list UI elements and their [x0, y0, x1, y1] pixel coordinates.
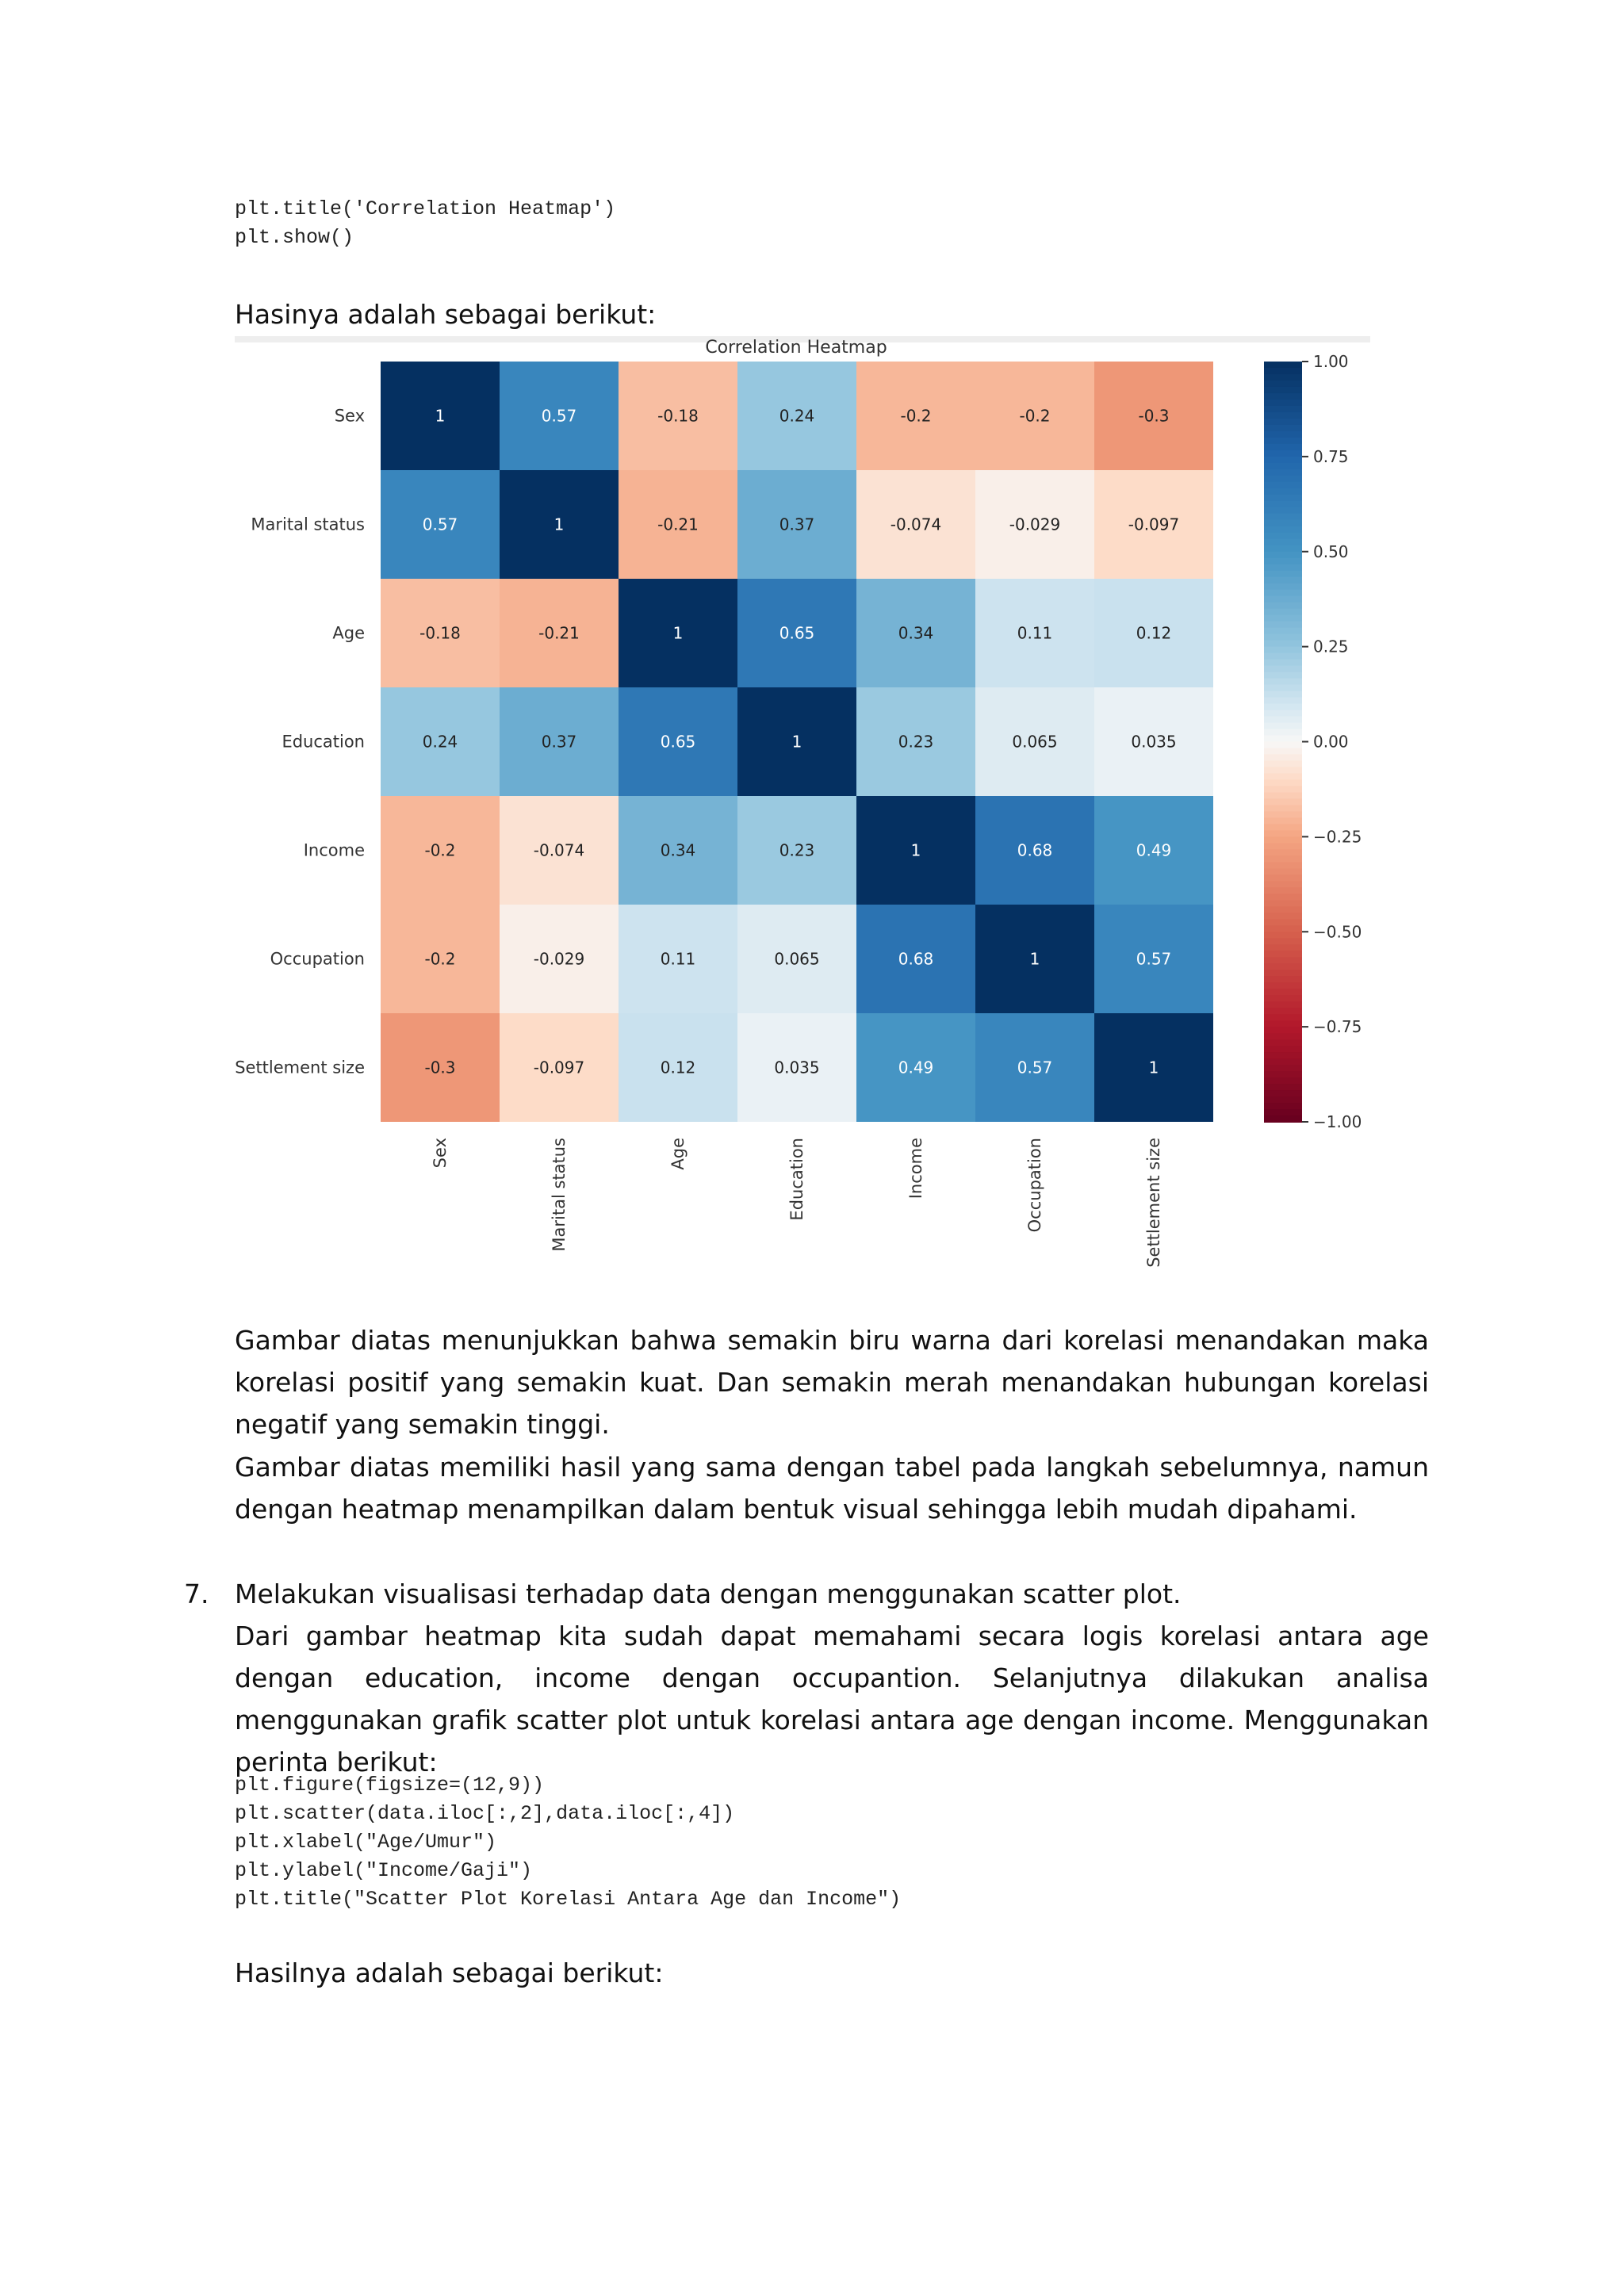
y-tick-label: Age	[332, 623, 365, 643]
heatmap-cell-label: 0.49	[1136, 840, 1172, 860]
colorbar-tick-label: 0.25	[1313, 637, 1349, 656]
colorbar-segment	[1264, 868, 1302, 875]
colorbar-segment	[1264, 374, 1302, 381]
code-line: plt.figure(figsize=(12,9))	[235, 1774, 545, 1797]
colorbar-segment	[1264, 989, 1302, 996]
colorbar-tick-label: 0.00	[1313, 732, 1349, 752]
colorbar-segment	[1264, 672, 1302, 679]
heatmap-cell-label: -0.21	[538, 623, 580, 643]
heatmap-cell-label: 1	[1148, 1058, 1159, 1077]
colorbar-segment	[1264, 1077, 1302, 1085]
colorbar-segment	[1264, 1109, 1302, 1116]
colorbar-segment	[1264, 748, 1302, 755]
y-tick-label: Sex	[334, 406, 365, 426]
colorbar-segment	[1264, 704, 1302, 711]
heatmap-cell-label: -0.2	[424, 840, 456, 860]
colorbar-segment	[1264, 425, 1302, 432]
colorbar-segment	[1264, 488, 1302, 496]
colorbar-segment	[1264, 729, 1302, 737]
heatmap-cell-label: -0.18	[657, 406, 699, 426]
colorbar-segment	[1264, 830, 1302, 837]
colorbar-segment	[1264, 836, 1302, 844]
y-tick-label: Settlement size	[235, 1058, 365, 1077]
result-label-1: Hasinya adalah sebagai berikut:	[235, 299, 657, 330]
heatmap-cell-label: 0.24	[422, 732, 458, 752]
heatmap-cell-label: 0.12	[660, 1058, 696, 1077]
colorbar-tick-label: −0.50	[1313, 922, 1362, 942]
colorbar-segment	[1264, 754, 1302, 761]
x-tick-label: Settlement size	[1144, 1138, 1163, 1268]
colorbar-segment	[1264, 1001, 1302, 1008]
colorbar-segment	[1264, 1020, 1302, 1027]
heatmap-cell-label: 0.57	[422, 515, 458, 534]
colorbar-segment	[1264, 368, 1302, 375]
colorbar-segment	[1264, 773, 1302, 780]
colorbar-segment	[1264, 514, 1302, 521]
heatmap-cell-label: 0.49	[898, 1058, 934, 1077]
colorbar-segment	[1264, 963, 1302, 970]
colorbar-segment	[1264, 862, 1302, 869]
y-tick-label: Education	[282, 732, 365, 752]
colorbar-segment	[1264, 1090, 1302, 1097]
heatmap-cell-label: 0.57	[1017, 1058, 1053, 1077]
heatmap-cell-label: 0.65	[779, 623, 815, 643]
colorbar-segment	[1264, 691, 1302, 698]
step-paragraph: Dari gambar heatmap kita sudah dapat memahami secara logis korelasi antara age dengan education, income dengan occupantion. Selanjutnya dilakukan analisa menggunakan grafik scatter plot untuk korelasi antara age dengan income. Menggunakan perinta berikut:	[235, 1621, 1429, 1777]
colorbar-segment	[1264, 779, 1302, 786]
colorbar-segment	[1264, 824, 1302, 831]
colorbar-segment	[1264, 742, 1302, 749]
colorbar-segment	[1264, 400, 1302, 407]
colorbar-segment	[1264, 995, 1302, 1002]
colorbar-segment	[1264, 717, 1302, 724]
colorbar-segment	[1264, 1046, 1302, 1053]
colorbar-segment	[1264, 577, 1302, 584]
heatmap-cell-label: -0.3	[424, 1058, 456, 1077]
y-tick-label: Occupation	[270, 949, 365, 969]
colorbar-tick-label: 0.75	[1313, 446, 1349, 466]
heatmap-cell-label: 0.11	[1017, 623, 1053, 643]
heatmap-cell-label: 0.65	[660, 732, 696, 752]
colorbar-segment	[1264, 520, 1302, 527]
colorbar-segment	[1264, 938, 1302, 945]
heatmap-cell-label: -0.097	[533, 1058, 585, 1077]
colorbar-segment	[1264, 539, 1302, 546]
colorbar-segment	[1264, 571, 1302, 578]
heatmap-cell-label: -0.074	[533, 840, 585, 860]
heatmap-cell-label: 0.11	[660, 949, 696, 969]
heatmap-cell-label: 0.035	[774, 1058, 820, 1077]
heatmap-cell-label: 1	[791, 732, 802, 752]
colorbar-segment	[1264, 412, 1302, 419]
heatmap-cell-label: 0.12	[1136, 623, 1172, 643]
colorbar-segment	[1264, 526, 1302, 534]
x-tick-label: Marital status	[550, 1138, 569, 1252]
colorbar-segment	[1264, 679, 1302, 686]
heatmap-cell-label: 0.035	[1131, 732, 1177, 752]
heatmap-cell-label: 0.24	[779, 406, 815, 426]
colorbar-segment	[1264, 507, 1302, 515]
code-line: plt.show()	[235, 226, 354, 249]
colorbar-segment	[1264, 710, 1302, 718]
colorbar-segment	[1264, 1103, 1302, 1110]
colorbar-segment	[1264, 817, 1302, 825]
heatmap-cell-label: 0.37	[779, 515, 815, 534]
colorbar-segment	[1264, 919, 1302, 926]
colorbar-segment	[1264, 798, 1302, 806]
x-tick-label: Age	[668, 1138, 688, 1170]
colorbar-segment	[1264, 1058, 1302, 1066]
colorbar-segment	[1264, 957, 1302, 964]
heatmap-cell-label: -0.074	[890, 515, 942, 534]
colorbar-tick-label: 1.00	[1313, 352, 1349, 371]
heatmap-cell-label: -0.2	[424, 949, 456, 969]
paragraph-2: Gambar diatas memiliki hasil yang sama dengan tabel pada langkah sebelumnya, namun dengan heatmap menampilkan dalam bentuk visual sehingga lebih mudah dipahami.	[235, 1452, 1429, 1525]
colorbar-segment	[1264, 685, 1302, 692]
colorbar-segment	[1264, 641, 1302, 648]
colorbar-segment	[1264, 792, 1302, 799]
colorbar-segment	[1264, 1039, 1302, 1047]
colorbar-segment	[1264, 1033, 1302, 1040]
heatmap-cell-label: -0.2	[900, 406, 932, 426]
heatmap-cell-label: 0.23	[898, 732, 934, 752]
colorbar-segment	[1264, 603, 1302, 610]
colorbar-segment	[1264, 925, 1302, 932]
colorbar-segment	[1264, 951, 1302, 958]
colorbar-segment	[1264, 476, 1302, 483]
colorbar-segment	[1264, 431, 1302, 438]
colorbar-segment	[1264, 849, 1302, 856]
code-line: plt.xlabel("Age/Umur")	[235, 1831, 497, 1854]
code-line: plt.ylabel("Income/Gaji")	[235, 1859, 533, 1882]
paragraph-1: Gambar diatas menunjukkan bahwa semakin biru warna dari korelasi menandakan maka korelasi positif yang semakin kuat. Dan semakin merah menandakan hubungan korelasi negatif yang semakin tinggi.	[235, 1325, 1429, 1440]
colorbar-segment	[1264, 482, 1302, 489]
colorbar-segment	[1264, 811, 1302, 818]
colorbar-segment	[1264, 767, 1302, 774]
x-tick-label: Income	[906, 1138, 925, 1200]
x-tick-label: Sex	[431, 1138, 450, 1169]
colorbar-segment	[1264, 982, 1302, 989]
colorbar-segment	[1264, 1084, 1302, 1091]
colorbar-segment	[1264, 913, 1302, 920]
colorbar-segment	[1264, 609, 1302, 616]
colorbar-segment	[1264, 1014, 1302, 1021]
colorbar-segment	[1264, 469, 1302, 476]
code-line: plt.scatter(data.iloc[:,2],data.iloc[:,4])	[235, 1802, 735, 1825]
x-tick-label: Education	[787, 1138, 806, 1221]
colorbar-segment	[1264, 622, 1302, 629]
colorbar-segment	[1264, 457, 1302, 464]
colorbar-segment	[1264, 463, 1302, 470]
colorbar-tick-label: −0.25	[1313, 827, 1362, 847]
heatmap-cell-label: -0.029	[1009, 515, 1061, 534]
heatmap-cell-label: -0.029	[533, 949, 585, 969]
colorbar-segment	[1264, 881, 1302, 888]
heatmap-cell-label: -0.18	[419, 623, 461, 643]
colorbar-segment	[1264, 976, 1302, 983]
heatmap-cell-label: 0.065	[1012, 732, 1058, 752]
colorbar-segment	[1264, 495, 1302, 502]
colorbar-segment	[1264, 894, 1302, 901]
colorbar-segment	[1264, 438, 1302, 445]
colorbar-segment	[1264, 647, 1302, 654]
colorbar-segment	[1264, 944, 1302, 951]
colorbar-segment	[1264, 970, 1302, 977]
heatmap-cell-label: 0.57	[1136, 949, 1172, 969]
heatmap-cell-label: 0.34	[660, 840, 696, 860]
colorbar-segment	[1264, 444, 1302, 451]
colorbar-segment	[1264, 887, 1302, 894]
colorbar-segment	[1264, 362, 1302, 369]
heatmap-cell-label: 1	[1029, 949, 1040, 969]
colorbar-segment	[1264, 660, 1302, 667]
colorbar-segment	[1264, 450, 1302, 457]
colorbar-segment	[1264, 590, 1302, 597]
colorbar-segment	[1264, 760, 1302, 767]
colorbar-segment	[1264, 723, 1302, 730]
y-tick-label: Marital status	[251, 515, 365, 534]
colorbar-segment	[1264, 1008, 1302, 1015]
heatmap-cell-label: 1	[553, 515, 565, 534]
colorbar-segment	[1264, 1027, 1302, 1034]
colorbar-segment	[1264, 419, 1302, 426]
step-number: 7.	[184, 1578, 209, 1609]
colorbar-segment	[1264, 900, 1302, 907]
heatmap-cell-label: -0.097	[1128, 515, 1180, 534]
colorbar-segment	[1264, 1071, 1302, 1078]
chart-title: Correlation Heatmap	[705, 338, 887, 358]
heatmap-cell-label: -0.3	[1138, 406, 1170, 426]
colorbar-tick-label: −1.00	[1313, 1112, 1362, 1131]
colorbar-segment	[1264, 1096, 1302, 1104]
colorbar-segment	[1264, 1065, 1302, 1072]
colorbar-segment	[1264, 615, 1302, 622]
x-tick-label: Occupation	[1025, 1138, 1044, 1233]
colorbar-segment	[1264, 564, 1302, 572]
colorbar-tick-label: 0.50	[1313, 541, 1349, 561]
code-line: plt.title('Correlation Heatmap')	[235, 197, 616, 220]
heatmap-cell-label: -0.21	[657, 515, 699, 534]
step-heading: Melakukan visualisasi terhadap data dengan menggunakan scatter plot.	[235, 1578, 1182, 1609]
colorbar-segment	[1264, 666, 1302, 673]
heatmap-cell-label: 0.34	[898, 623, 934, 643]
colorbar-segment	[1264, 393, 1302, 400]
heatmap-cell-label: -0.2	[1019, 406, 1051, 426]
colorbar-segment	[1264, 628, 1302, 635]
heatmap-cell-label: 1	[910, 840, 921, 860]
colorbar-segment	[1264, 501, 1302, 508]
colorbar-segment	[1264, 805, 1302, 812]
colorbar-segment	[1264, 698, 1302, 705]
heatmap-cell-label: 0.68	[898, 949, 934, 969]
colorbar-segment	[1264, 874, 1302, 882]
colorbar-segment	[1264, 932, 1302, 939]
colorbar-segment	[1264, 855, 1302, 863]
heatmap-cell-label: 1	[435, 406, 446, 426]
result-label-2: Hasilnya adalah sebagai berikut:	[235, 1957, 664, 1988]
colorbar-tick-label: −0.75	[1313, 1017, 1362, 1037]
colorbar-segment	[1264, 533, 1302, 540]
heatmap-cell-label: 0.23	[779, 840, 815, 860]
colorbar-segment	[1264, 843, 1302, 850]
heatmap-cell-label: 0.37	[541, 732, 577, 752]
code-line: plt.title("Scatter Plot Korelasi Antara Age dan Income")	[235, 1888, 902, 1911]
colorbar-segment	[1264, 387, 1302, 394]
colorbar-segment	[1264, 381, 1302, 388]
colorbar-segment	[1264, 1052, 1302, 1059]
colorbar-segment	[1264, 653, 1302, 660]
heatmap-cell-label: 0.065	[774, 949, 820, 969]
heatmap-cell-label: 1	[672, 623, 684, 643]
colorbar-segment	[1264, 786, 1302, 793]
colorbar-segment	[1264, 736, 1302, 743]
y-tick-label: Income	[303, 840, 365, 860]
colorbar-segment	[1264, 558, 1302, 565]
colorbar-segment	[1264, 1115, 1302, 1123]
code-block-bottom	[235, 1771, 901, 1914]
heatmap-cell-label: 0.68	[1017, 840, 1053, 860]
colorbar-segment	[1264, 545, 1302, 553]
colorbar-segment	[1264, 552, 1302, 559]
colorbar-segment	[1264, 634, 1302, 641]
heatmap-cell-label: 0.57	[541, 406, 577, 426]
colorbar-segment	[1264, 406, 1302, 413]
colorbar-segment	[1264, 584, 1302, 591]
colorbar-segment	[1264, 596, 1302, 603]
colorbar-segment	[1264, 906, 1302, 913]
